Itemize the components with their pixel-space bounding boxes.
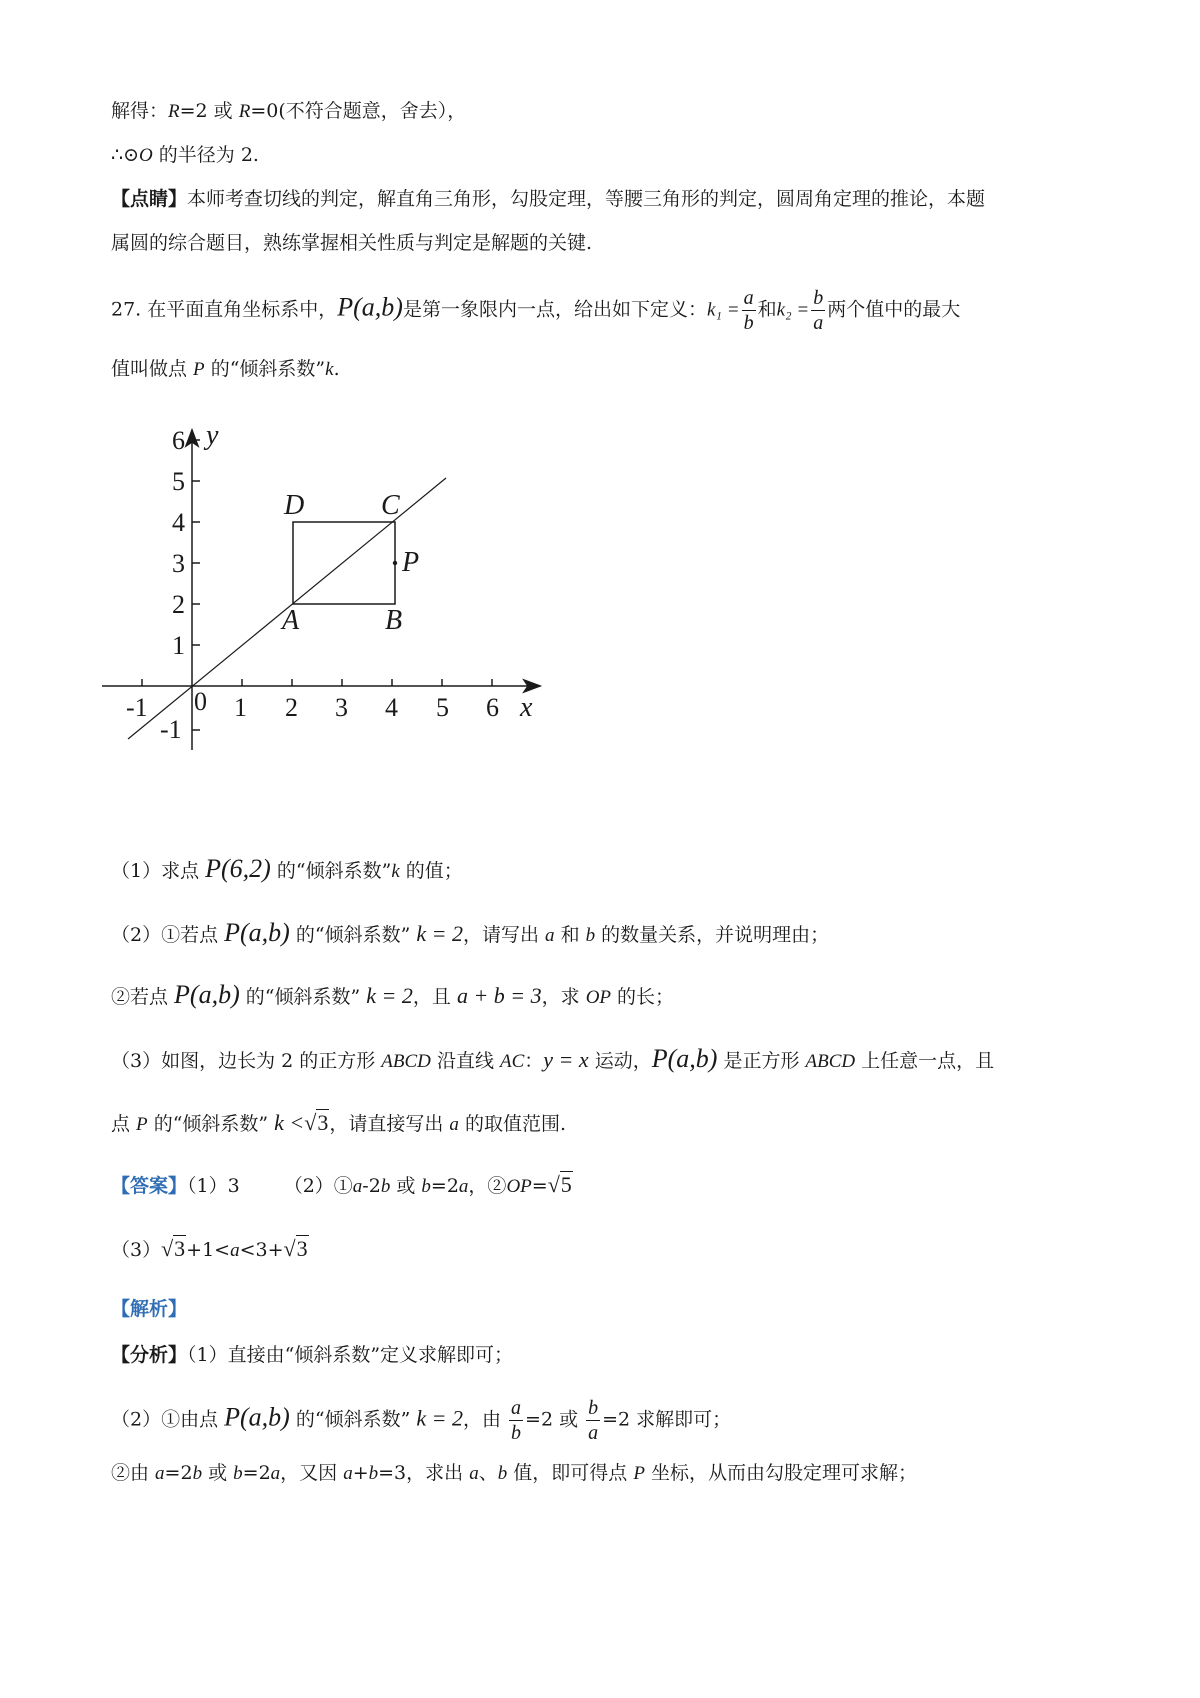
fenxi-line-3 [111,1460,917,1487]
text-segment: 的“倾斜系数” [270,860,392,882]
text-segment: =2 [164,1462,193,1484]
text-segment: + [352,1462,369,1484]
question-27-line1 [111,286,960,335]
text-segment: 的“倾斜系数” [147,1113,275,1135]
numerator: b [588,1397,599,1419]
text-segment: 和 [757,298,777,321]
var-P: P [136,1114,148,1135]
text-segment: 沿直线 [430,1050,500,1072]
var-a: a [545,925,555,946]
text-segment: <3+ [239,1239,284,1261]
y-tick-label: 4 [172,508,185,537]
var-a: a [449,1114,459,1135]
label-answer: 【答案】 [111,1175,188,1197]
text-segment: ，且 [412,986,457,1008]
text-segment: ，由 [462,1408,508,1431]
text-segment: 的“倾斜系数” [289,924,417,946]
fenxi-line-2 [111,1396,731,1445]
math-point-P: P(a,b) [337,292,403,322]
var-OP: OP [585,987,612,1008]
var-a: a [270,1463,281,1484]
text-segment: （3）如图，边长为 2 的正方形 [111,1050,382,1072]
text-segment: = [531,1175,548,1197]
radicand: 3 [174,1236,186,1261]
y-tick-label: -1 [160,715,182,744]
text-segment: 解得： [111,100,169,122]
text-segment: （1）3 [187,1175,240,1197]
var-b: b [380,1176,391,1197]
text-segment: ∴⊙ [111,144,140,166]
radicand: 3 [317,1110,329,1135]
var-a: a [343,1463,353,1484]
text-segment: =2 [242,1462,271,1484]
text-segment: 是正方形 [717,1050,806,1072]
x-tick-label: 3 [335,693,348,722]
sqrt-3: √3 [283,1236,308,1261]
math-point-P62: P(6,2) [205,854,271,883]
var-b: b [368,1463,379,1484]
var-ABCD: ABCD [805,1051,856,1072]
text-segment: 属圆的综合题目，熟练掌握相关性质与判定是解题的关键. [111,232,593,254]
var-P: P [193,359,205,380]
denominator: b [511,1422,522,1444]
numerator: a [743,287,754,309]
text-segment: 点 [111,1113,137,1135]
y-tick-label: 6 [172,428,185,455]
numerator: a [511,1397,522,1419]
var-k: k [325,359,334,380]
text-segment: ②由 [111,1462,156,1484]
text-segment: （2）①若点 [111,924,225,946]
point-P-dot [393,561,397,565]
text-segment: =2 或 [179,100,239,122]
subquestion-3 [111,1046,994,1075]
var-a: a [469,1463,479,1484]
var-a: a [458,1176,469,1197]
text-segment: 运动， [588,1050,652,1072]
text-segment: 的“倾斜系数” [289,1408,417,1431]
subquestion-2-2 [111,982,674,1011]
var-b: b [421,1176,431,1197]
math-k-equals-2: k = 2 [416,921,463,946]
text-segment: 是第一象限内一点，给出如下定义： [402,298,707,321]
y-tick-label: 3 [172,549,185,578]
y-tick-label: 2 [172,590,185,619]
text-line-dianjing [111,186,985,212]
math-k-equals-2: k = 2 [366,983,413,1008]
text-segment: （1）求点 [111,860,206,882]
radicand: 3 [296,1236,308,1261]
text-segment: ，请写出 [462,924,546,946]
text-segment: 的半径为 2. [152,144,259,166]
math-k-equals-2: k = 2 [416,1405,463,1431]
point-label-D: D [284,490,305,521]
fenxi-line [111,1342,513,1368]
text-segment: ，请直接写出 [329,1113,450,1135]
text-segment: 值叫做点 [111,358,194,380]
x-tick-label: 0 [194,687,207,716]
text-segment: （1）直接由“倾斜系数”定义求解即可； [187,1344,514,1366]
var-b: b [233,1463,243,1484]
fraction-b-over-a [811,286,825,335]
point-label-C: C [381,490,400,521]
text-segment: 的长； [611,986,675,1008]
var-a: a [230,1240,240,1261]
x-tick-label: -1 [126,693,148,722]
math-point-Pab: P(a,b) [651,1044,718,1073]
question-number: 27. 在平面直角坐标系中， [111,298,338,321]
text-segment: . [333,358,340,380]
answer-line-3 [111,1236,309,1264]
label-fenxi: 【分析】 [111,1344,188,1366]
text-segment: 、 [478,1462,498,1484]
denominator: b [743,312,754,334]
x-tick-label: 1 [234,693,247,722]
text-segment: 和 [554,924,586,946]
var-ABCD: ABCD [381,1051,431,1072]
text-segment: 或 [202,1462,234,1484]
question-27-line2 [111,356,340,383]
text-line-solution-r [111,98,466,125]
x-tick-label: 4 [385,693,398,722]
point-label-B: B [385,605,403,636]
text-segment: ，又因 [280,1462,344,1484]
text-segment: 或 [390,1175,422,1197]
text-segment: =2 或 [525,1408,585,1431]
coordinate-figure [100,428,560,778]
x-tick-label: 2 [285,693,298,722]
text-segment: ，② [468,1175,507,1197]
sqrt-5: √5 [547,1172,572,1197]
var-AC: AC [500,1051,525,1072]
var-OP: OP [506,1176,532,1197]
fraction-a-over-b [742,286,756,335]
y-tick-label: 1 [172,631,185,660]
text-segment: 坐标，从而由勾股定理可求解； [644,1462,917,1484]
var-P: P [633,1463,645,1484]
text-segment: 两个值中的最大 [827,298,961,321]
sqrt-3: √3 [304,1110,329,1135]
var-a: a [352,1176,363,1197]
var-R: R [238,101,251,122]
text-segment: 值，即可得点 [507,1462,634,1484]
text-line-dianjing-cont [111,230,592,256]
fraction-b-over-a [586,1396,600,1445]
x-tick-label: 5 [436,693,449,722]
text-segment: =0(不符合题意，舍去）， [250,100,467,122]
var-k: k [391,861,400,882]
text-segment: 上任意一点，且 [855,1050,995,1072]
subquestion-3-cont [111,1110,566,1138]
denominator: a [813,312,824,334]
math-k2: k₂ = [776,299,810,321]
var-b: b [192,1463,203,1484]
subquestion-2-1 [111,920,829,949]
text-line-radius [111,142,259,169]
text-segment: =2 求解即可； [602,1408,732,1431]
sqrt-3: √3 [161,1236,186,1261]
text-segment: 的数量关系，并说明理由； [595,924,830,946]
y-tick-label: 5 [172,467,185,496]
math-point-Pab: P(a,b) [224,918,290,947]
var-b: b [497,1463,508,1484]
text-segment: 的取值范围. [458,1113,567,1135]
text-segment: ，求 [541,986,586,1008]
y-axis-label: y [206,428,219,451]
math-point-Pab: P(a,b) [224,1402,290,1432]
text-segment: =2 [430,1175,459,1197]
text-segment: -2 [362,1175,381,1197]
point-label-A: A [282,605,300,636]
math-k-less-than: k < [274,1110,305,1135]
text-segment: 的“倾斜系数” [204,358,326,380]
denominator: a [588,1422,599,1444]
point-label-P: P [402,547,420,578]
var-R: R [168,101,180,122]
text-segment: （2）①由点 [111,1408,225,1431]
text-segment: 的值； [399,860,463,882]
text-segment: =3，求出 [378,1462,470,1484]
text-segment: （2）① [283,1175,353,1197]
math-a-plus-b: a + b = 3 [456,983,542,1008]
subquestion-1 [111,856,463,885]
var-O: O [139,145,153,166]
radicand: 5 [560,1172,572,1197]
text-segment: ： [524,1050,544,1072]
text-segment: +1< [186,1239,231,1261]
math-point-Pab: P(a,b) [174,980,240,1009]
label-analysis: 【解析】 [111,1298,188,1320]
text-segment: （3） [111,1239,162,1261]
x-tick-label: 6 [486,693,499,722]
text-segment: 本师考查切线的判定，解直角三角形，勾股定理，等腰三角形的判定，圆周角定理的推论，本题 [187,188,986,210]
math-y-equals-x: y = x [543,1047,589,1072]
text-segment: ②若点 [111,986,175,1008]
fraction-a-over-b [509,1396,523,1445]
answer-line [111,1172,573,1200]
var-a: a [155,1463,165,1484]
var-b: b [585,925,596,946]
text-segment: 的“倾斜系数” [239,986,367,1008]
math-k1: k₁ = [706,299,740,321]
analysis-heading [111,1296,187,1322]
x-axis-label: x [520,692,533,723]
label-dianjing: 【点睛】 [111,188,188,210]
numerator: b [813,287,824,309]
